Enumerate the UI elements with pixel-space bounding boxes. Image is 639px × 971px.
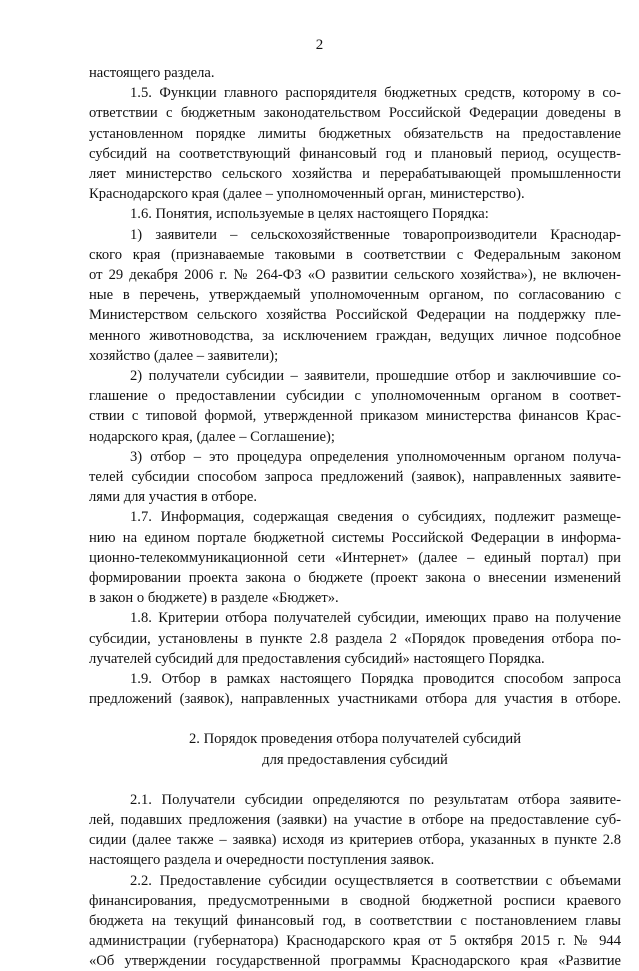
- text-line: настоящего раздела и очередности поступления заявок.: [89, 852, 435, 869]
- text-line: ляет министерство сельского хозяйства и перерабатывающей промышленности: [89, 166, 621, 182]
- text-line: лучателей субсидий для предоставления субсидий» настоящего Порядка.: [89, 650, 545, 667]
- text-line: телей субсидии способом запроса предложений (заявок), направленных заявите-: [89, 469, 621, 485]
- text-line: 2.2. Предоставление субсидии осуществляется в соответствии с объемами: [130, 872, 621, 889]
- text-line: нодарского края, (далее – Соглашение);: [89, 428, 335, 445]
- text-line: ционно-телекоммуникационной сети «Интернет» (далее – единый портал) при: [89, 549, 621, 566]
- section-heading: для предоставления субсидий: [262, 751, 448, 768]
- text-line: 1.7. Информация, содержащая сведения о субсидиях, подлежит размеще-: [130, 509, 621, 526]
- text-line: администрации (губернатора) Краснодарского края от 5 октября 2015 г. № 944: [89, 933, 621, 950]
- page-number: 2: [315, 37, 324, 53]
- text-line: установленном порядке лимиты бюджетных обязательств на предоставление: [89, 125, 621, 142]
- text-line: предложений (заявок), направленных участниками отбора для участия в отборе.: [89, 691, 621, 708]
- text-line: субсидии, установлены в пункте 2.8 раздела 2 «Порядок проведения отбора по-: [89, 630, 621, 647]
- text-line: глашение о предоставлении субсидии с уполномоченным органом в соответ-: [89, 388, 621, 405]
- text-line: ответствии с бюджетным законодательством Российской Федерации доведены в: [89, 105, 621, 122]
- text-line: бюджета на текущий финансовый год, в соответствии с постановлением главы: [89, 913, 621, 929]
- text-line: субсидий на соответствующий финансовый год и плановый период, осуществ-: [89, 145, 621, 162]
- text-line: 2.1. Получатели субсидии определяются по результатам отбора заявите-: [130, 791, 621, 808]
- text-line: финансирования, предусмотренными в сводной бюджетной росписи краевого: [89, 892, 621, 909]
- text-line: формировании проекта закона о бюджете (проект закона о внесении изменений: [89, 570, 621, 586]
- text-line: хозяйство (далее – заявители);: [89, 347, 279, 364]
- text-line: 1.8. Критерии отбора получателей субсидии, имеющих право на получение: [130, 610, 621, 627]
- section-heading: 2. Порядок проведения отбора получателей субсидий: [188, 731, 522, 748]
- text-line: 1) заявители – сельскохозяйственные товаропроизводители Краснодар-: [130, 226, 621, 243]
- text-line: 1.6. Понятия, используемые в целях настоящего Порядка:: [130, 206, 489, 223]
- text-line: ствии с типовой формой, утвержденной приказом министерства финансов Крас-: [89, 408, 621, 425]
- text-line: 2) получатели субсидии – заявители, прошедшие отбор и заключившие со-: [130, 368, 621, 384]
- text-line: «Об утверждении государственной программы Краснодарского края «Развитие: [89, 953, 621, 970]
- text-line: сидии (далее также – заявка) исходя из критериев отбора, указанных в пункте 2.8: [89, 832, 621, 849]
- text-line: 1.5. Функции главного распорядителя бюджетных средств, которому в со-: [130, 85, 621, 102]
- text-line: менного животноводства, за исключением граждан, ведущих личное подсобное: [89, 327, 621, 344]
- text-line: лями для участия в отборе.: [89, 489, 258, 506]
- text-line: ского края (признаваемые таковыми в соответствии с Федеральным законом: [89, 246, 621, 263]
- text-line: ные в перечень, утверждаемый уполномоченным органом, по согласованию с: [89, 287, 621, 304]
- text-line: Министерством сельского хозяйства Российской Федерации на поддержку пле-: [89, 307, 621, 324]
- text-line: Краснодарского края (далее – уполномоченный орган, министерство).: [89, 186, 525, 203]
- text-line: в закон о бюджете) в разделе «Бюджет».: [89, 590, 339, 607]
- text-line: нию на едином портале бюджетной системы Российской Федерации в информа-: [89, 529, 621, 546]
- text-line: настоящего раздела.: [89, 65, 215, 81]
- text-line: лей, подавших предложения (заявки) на участие в отборе на предоставление суб-: [89, 812, 621, 828]
- text-line: 1.9. Отбор в рамках настоящего Порядка проводится способом запроса: [130, 671, 621, 687]
- text-line: от 29 декабря 2006 г. № 264-ФЗ «О развитии сельского хозяйства»), не включен-: [89, 267, 621, 283]
- text-line: 3) отбор – это процедура определения уполномоченным органом получа-: [130, 448, 621, 465]
